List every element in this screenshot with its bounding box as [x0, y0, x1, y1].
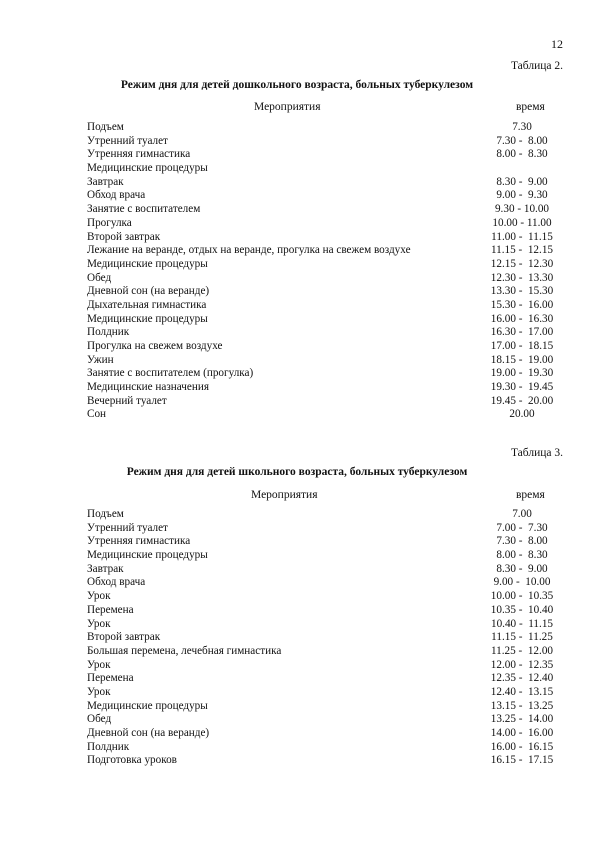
time-cell: 9.30 - 10.00: [494, 203, 550, 216]
activity-cell: Медицинские процедуры: [87, 312, 208, 325]
activity-cell: Урок: [87, 617, 111, 630]
time-cell: 13.25 - 14.00: [490, 713, 554, 726]
table-row: [87, 121, 567, 135]
activity-cell: Медицинские процедуры: [87, 549, 208, 562]
activity-cell: Ужин: [87, 353, 114, 366]
table-row: [87, 604, 567, 618]
table-row: [87, 508, 567, 522]
time-cell: 12.35 - 12.40: [490, 672, 554, 685]
table-3-caption: Таблица 3.: [510, 447, 563, 459]
activity-cell: Утренняя гимнастика: [87, 148, 191, 161]
table-row: [87, 176, 567, 190]
table-row: [87, 340, 567, 354]
activity-cell: Перемена: [87, 603, 134, 616]
time-cell: 19.45 - 20.00: [490, 394, 554, 407]
table-row: [87, 563, 567, 577]
time-cell: 11.15 - 12.15: [490, 244, 554, 257]
time-cell: 9.00 - 9.30: [496, 189, 548, 202]
table-3-activity-header: Мероприятия: [251, 489, 318, 501]
activity-cell: Медицинские процедуры: [87, 257, 208, 270]
time-cell: 8.30 - 9.00: [496, 175, 548, 188]
activity-cell: Обход врача: [87, 189, 146, 202]
table-row: [87, 754, 567, 768]
table-row: [87, 535, 567, 549]
activity-cell: Вечерний туалет: [87, 394, 167, 407]
time-cell: 19.30 - 19.45: [490, 381, 554, 394]
time-cell: 10.00 - 10.35: [490, 590, 554, 603]
time-cell: 7.00: [512, 508, 532, 520]
time-cell: 12.30 - 13.30: [490, 271, 554, 284]
activity-cell: Подъем: [87, 121, 124, 133]
activity-cell: Медицинские назначения: [87, 381, 209, 394]
table-row: [87, 367, 567, 381]
time-cell: 16.00 - 16.15: [490, 740, 554, 753]
time-cell: 17.00 - 18.15: [490, 340, 554, 352]
time-cell: 7.00 - 7.30: [496, 521, 548, 534]
activity-cell: Обход врача: [87, 576, 146, 589]
time-cell: 8.00 - 8.30: [496, 549, 548, 562]
activity-cell: Медицинские процедуры: [87, 699, 208, 712]
time-cell: 16.15 - 17.15: [490, 754, 554, 767]
table-3-title: Режим дня для детей школьного возраста, больных туберкулезом: [126, 466, 468, 478]
table-2-activity-header: Мероприятия: [254, 101, 321, 113]
activity-cell: Подъем: [87, 508, 124, 520]
table-row: [87, 203, 567, 217]
time-cell: 12.15 - 12.30: [490, 257, 554, 270]
activity-cell: Урок: [87, 685, 111, 698]
table-row: [87, 522, 567, 536]
time-cell: 9.00 - 10.00: [493, 576, 551, 589]
activity-cell: Урок: [87, 658, 111, 671]
activity-cell: Утренняя гимнастика: [87, 535, 191, 548]
table-row: [87, 148, 567, 162]
time-cell: 10.40 - 11.15: [490, 617, 554, 630]
time-cell: 7.30 - 8.00: [496, 535, 548, 548]
table-row: [87, 244, 567, 258]
activity-cell: Лежание на веранде, отдых на веранде, прогулка на свежем воздухе: [87, 244, 411, 257]
table-row: [87, 727, 567, 741]
time-cell: 7.30 - 8.00: [496, 134, 548, 147]
time-cell: 19.00 - 19.30: [490, 367, 554, 380]
table-row: [87, 354, 567, 368]
table-row: [87, 659, 567, 673]
table-row: [87, 549, 567, 563]
table-row: [87, 700, 567, 714]
activity-cell: Полдник: [87, 740, 130, 753]
activity-cell: Завтрак: [87, 175, 124, 188]
time-cell: 8.30 - 9.00: [496, 562, 548, 575]
activity-cell: Занятие с воспитателем (прогулка): [87, 367, 254, 380]
time-cell: 16.00 - 16.30: [490, 312, 554, 325]
time-cell: 20.00: [509, 408, 535, 421]
activity-cell: Завтрак: [87, 562, 124, 575]
table-row: [87, 631, 567, 645]
table-row: [87, 590, 567, 604]
table-row: [87, 258, 567, 272]
table-row: [87, 381, 567, 395]
time-cell: 13.30 - 15.30: [490, 285, 554, 298]
activity-cell: Обед: [87, 271, 112, 284]
table-row: [87, 645, 567, 659]
table-row: [87, 299, 567, 313]
time-cell: 18.15 - 19.00: [490, 353, 554, 366]
time-cell: 11.15 - 11.25: [491, 631, 553, 644]
table-row: [87, 672, 567, 686]
time-cell: 14.00 - 16.00: [490, 727, 554, 739]
time-cell: 12.00 - 12.35: [490, 658, 554, 671]
table-2-time-header: время: [516, 101, 545, 113]
table-row: [87, 217, 567, 231]
table-2-caption: Таблица 2.: [510, 60, 563, 72]
time-cell: 13.15 - 13.25: [490, 699, 554, 712]
time-cell: 16.30 - 17.00: [490, 326, 554, 339]
time-cell: 11.25 - 12.00: [490, 644, 554, 657]
table-row: [87, 395, 567, 409]
activity-cell: Полдник: [87, 326, 130, 339]
table-3-time-header: время: [516, 489, 545, 501]
activity-cell: Прогулка: [87, 216, 132, 229]
activity-cell: Обед: [87, 713, 112, 726]
time-cell: 10.35 - 10.40: [490, 603, 554, 616]
time-cell: 10.00 - 11.00: [492, 216, 552, 229]
time-cell: 12.40 - 13.15: [490, 685, 554, 698]
activity-cell: Большая перемена, лечебная гимнастика: [87, 644, 282, 657]
table-row: [87, 741, 567, 755]
activity-cell: Утренний туалет: [87, 134, 168, 147]
table-row: [87, 135, 567, 149]
table-3-rows: [87, 508, 567, 768]
table-2-title: Режим дня для детей дошкольного возраста, больных туберкулезом: [120, 79, 474, 91]
activity-cell: Занятие с воспитателем: [87, 203, 201, 216]
table-row: [87, 408, 567, 422]
time-cell: 11.00 - 11.15: [491, 230, 553, 243]
time-cell: 8.00 - 8.30: [496, 148, 548, 161]
activity-cell: Перемена: [87, 672, 134, 685]
table-row: [87, 326, 567, 340]
activity-cell: Дневной сон (на веранде): [87, 727, 210, 739]
time-cell: 15.30 - 16.00: [490, 298, 554, 311]
table-row: [87, 618, 567, 632]
time-cell: 7.30: [512, 121, 532, 133]
table-row: [87, 313, 567, 327]
table-row: [87, 576, 567, 590]
activity-cell: Сон: [87, 408, 107, 421]
table-row: [87, 713, 567, 727]
activity-cell: Утренний туалет: [87, 521, 168, 534]
table-row: [87, 285, 567, 299]
table-row: [87, 162, 567, 176]
table-2-rows: [87, 121, 567, 422]
activity-cell: Урок: [87, 590, 111, 603]
activity-cell: Второй завтрак: [87, 230, 161, 243]
page-number: 12: [551, 37, 563, 51]
activity-cell: Медицинские процедуры: [87, 162, 208, 175]
table-row: [87, 189, 567, 203]
activity-cell: Второй завтрак: [87, 631, 161, 644]
activity-cell: Дневной сон (на веранде): [87, 285, 210, 298]
table-row: [87, 686, 567, 700]
table-row: [87, 231, 567, 245]
activity-cell: Прогулка на свежем воздухе: [87, 340, 223, 352]
activity-cell: Дыхательная гимнастика: [87, 298, 207, 311]
table-row: [87, 272, 567, 286]
activity-cell: Подготовка уроков: [87, 754, 177, 767]
